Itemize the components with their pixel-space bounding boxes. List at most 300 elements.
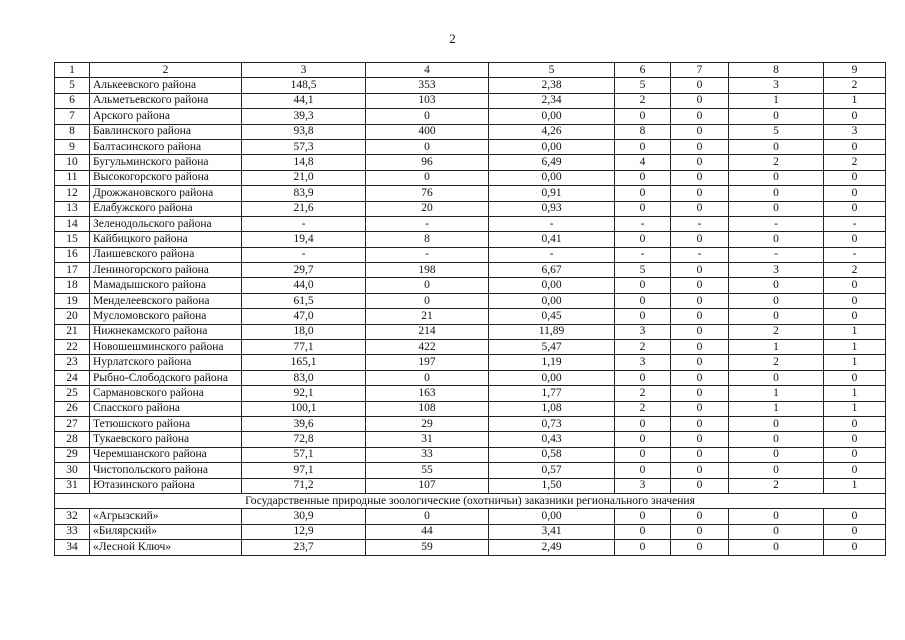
table-row xyxy=(55,478,886,493)
table-cell: 0 xyxy=(824,509,886,524)
table-cell: 44 xyxy=(366,524,489,539)
table-cell: - xyxy=(729,247,824,262)
table-cell: 0 xyxy=(671,139,729,154)
table-cell: 0 xyxy=(729,186,824,201)
table-cell: 1 xyxy=(824,355,886,370)
table-cell: 2 xyxy=(615,340,671,355)
table-cell: 21,6 xyxy=(242,201,366,216)
table-cell: 1 xyxy=(824,401,886,416)
table-cell: 6 xyxy=(55,93,90,108)
table-cell: 0 xyxy=(729,139,824,154)
table-row xyxy=(55,139,886,154)
table-cell: 0 xyxy=(615,540,671,555)
table-cell: 0 xyxy=(671,540,729,555)
table-cell: 4 xyxy=(615,155,671,170)
table-cell: 2 xyxy=(824,263,886,278)
table-cell: 59 xyxy=(366,540,489,555)
table-cell: - xyxy=(366,247,489,262)
section-header-row xyxy=(55,493,886,508)
table-cell: Рыбно-Слободского района xyxy=(90,370,242,385)
table-cell: 1 xyxy=(729,340,824,355)
table-cell: 100,1 xyxy=(242,401,366,416)
column-header: 3 xyxy=(242,63,366,78)
table-cell: Кайбицкого района xyxy=(90,232,242,247)
table-cell: 5 xyxy=(55,78,90,93)
table-cell: 0 xyxy=(824,186,886,201)
table-cell: 20 xyxy=(55,309,90,324)
table-cell: - xyxy=(615,216,671,231)
table-cell: 148,5 xyxy=(242,78,366,93)
table-cell: 29,7 xyxy=(242,263,366,278)
table-cell: 0 xyxy=(671,170,729,185)
column-header: 1 xyxy=(55,63,90,78)
table-row xyxy=(55,447,886,462)
table-cell: 0 xyxy=(729,232,824,247)
table-cell: 23 xyxy=(55,355,90,370)
table-cell: 1 xyxy=(824,340,886,355)
table-row xyxy=(55,432,886,447)
table-row xyxy=(55,401,886,416)
table-cell: 0 xyxy=(366,370,489,385)
table-cell: 93,8 xyxy=(242,124,366,139)
table-row xyxy=(55,155,886,170)
table-cell: 72,8 xyxy=(242,432,366,447)
table-cell: 2 xyxy=(615,401,671,416)
table-cell: Мамадышского района xyxy=(90,278,242,293)
table-cell: Ютазинского района xyxy=(90,478,242,493)
table-cell: 33 xyxy=(55,524,90,539)
table-row xyxy=(55,293,886,308)
table-row xyxy=(55,109,886,124)
table-row xyxy=(55,416,886,431)
table-cell: 47,0 xyxy=(242,309,366,324)
page-number: 2 xyxy=(449,31,456,46)
column-header: 2 xyxy=(90,63,242,78)
table-cell: Тукаевского района xyxy=(90,432,242,447)
table-cell: 29 xyxy=(55,447,90,462)
table-cell: 0 xyxy=(729,447,824,462)
table-cell: 0 xyxy=(729,370,824,385)
table-cell: 0,43 xyxy=(489,432,615,447)
table-cell: 24 xyxy=(55,370,90,385)
table-cell: 1 xyxy=(729,401,824,416)
table-cell: 30 xyxy=(55,463,90,478)
table-cell: 0 xyxy=(729,309,824,324)
table-cell: 11,89 xyxy=(489,324,615,339)
table-cell: 31 xyxy=(55,478,90,493)
table-cell: - xyxy=(242,216,366,231)
table-cell: 2 xyxy=(729,155,824,170)
table-cell: 9 xyxy=(55,139,90,154)
table-cell: 0,00 xyxy=(489,278,615,293)
column-header: 5 xyxy=(489,63,615,78)
table-cell: 3,41 xyxy=(489,524,615,539)
table-row xyxy=(55,170,886,185)
table-row xyxy=(55,463,886,478)
table-row xyxy=(55,186,886,201)
table-row xyxy=(55,524,886,539)
table-cell: 0 xyxy=(615,309,671,324)
data-table xyxy=(54,62,886,556)
table-cell: 0 xyxy=(729,170,824,185)
table-cell: 3 xyxy=(615,355,671,370)
table-cell: 0,73 xyxy=(489,416,615,431)
table-cell: 0 xyxy=(671,416,729,431)
table-cell: 0 xyxy=(729,509,824,524)
table-cell: 32 xyxy=(55,509,90,524)
table-cell: 0,00 xyxy=(489,170,615,185)
table-cell: 0 xyxy=(824,370,886,385)
table-cell: 422 xyxy=(366,340,489,355)
table-row xyxy=(55,124,886,139)
table-cell: 4,26 xyxy=(489,124,615,139)
table-row xyxy=(55,386,886,401)
table-cell: 107 xyxy=(366,478,489,493)
table-cell: 0 xyxy=(824,170,886,185)
table-cell: «Билярский» xyxy=(90,524,242,539)
table-cell: Тетюшского района xyxy=(90,416,242,431)
table-cell: 2 xyxy=(729,478,824,493)
table-cell: 31 xyxy=(366,432,489,447)
table-cell: - xyxy=(366,216,489,231)
table-row xyxy=(55,370,886,385)
table-cell: 1,08 xyxy=(489,401,615,416)
table-cell: 0,00 xyxy=(489,109,615,124)
table-cell: Мусломовского района xyxy=(90,309,242,324)
table-cell: 21,0 xyxy=(242,170,366,185)
table-cell: 0 xyxy=(366,293,489,308)
table-cell: 12,9 xyxy=(242,524,366,539)
table-cell: 0,91 xyxy=(489,186,615,201)
table-cell: 0 xyxy=(615,293,671,308)
table-cell: 57,1 xyxy=(242,447,366,462)
table-cell: 0 xyxy=(671,293,729,308)
table-cell: Новошешминского района xyxy=(90,340,242,355)
table-cell: 5 xyxy=(615,78,671,93)
table-cell: 0 xyxy=(729,463,824,478)
table-cell: 0 xyxy=(824,432,886,447)
table-cell: 0,93 xyxy=(489,201,615,216)
table-cell: Сармановского района xyxy=(90,386,242,401)
table-cell: 2,38 xyxy=(489,78,615,93)
table-cell: 0 xyxy=(671,432,729,447)
table-cell: 0 xyxy=(615,109,671,124)
table-cell: 0 xyxy=(824,447,886,462)
column-header: 8 xyxy=(729,63,824,78)
table-cell: 0 xyxy=(615,186,671,201)
table-cell: Елабужского района xyxy=(90,201,242,216)
table-cell: 163 xyxy=(366,386,489,401)
table-cell: 71,2 xyxy=(242,478,366,493)
table-row xyxy=(55,93,886,108)
table-cell: Лаишевского района xyxy=(90,247,242,262)
table-cell: 23,7 xyxy=(242,540,366,555)
table-cell: - xyxy=(824,216,886,231)
table-cell: 108 xyxy=(366,401,489,416)
table-row xyxy=(55,216,886,231)
table-cell: 22 xyxy=(55,340,90,355)
table-cell: 6,67 xyxy=(489,263,615,278)
table-cell: 5,47 xyxy=(489,340,615,355)
table-cell: 34 xyxy=(55,540,90,555)
table-row xyxy=(55,309,886,324)
table-cell: 2 xyxy=(615,386,671,401)
table-cell: Нижнекамского района xyxy=(90,324,242,339)
table-row xyxy=(55,201,886,216)
table-cell: 39,3 xyxy=(242,109,366,124)
table-cell: 0 xyxy=(366,509,489,524)
table-row xyxy=(55,324,886,339)
table-cell: 13 xyxy=(55,201,90,216)
table-cell: 2 xyxy=(615,93,671,108)
table-cell: 2 xyxy=(729,355,824,370)
table-cell: «Агрызский» xyxy=(90,509,242,524)
table-cell: 0 xyxy=(671,124,729,139)
table-cell: 0 xyxy=(671,278,729,293)
table-row xyxy=(55,340,886,355)
table-cell: 1,77 xyxy=(489,386,615,401)
table-cell: 55 xyxy=(366,463,489,478)
table-cell: 3 xyxy=(615,324,671,339)
table-cell: 8 xyxy=(615,124,671,139)
table-cell: 0 xyxy=(824,109,886,124)
table-cell: 3 xyxy=(729,263,824,278)
table-cell: Спасского района xyxy=(90,401,242,416)
table-cell: 3 xyxy=(729,78,824,93)
table-cell: 0 xyxy=(671,155,729,170)
table-cell: 30,9 xyxy=(242,509,366,524)
table-cell: 19 xyxy=(55,293,90,308)
table-cell: 0 xyxy=(671,340,729,355)
table-cell: Альметьевского района xyxy=(90,93,242,108)
table-cell: 0 xyxy=(671,186,729,201)
table-cell: 76 xyxy=(366,186,489,201)
table-cell: 0 xyxy=(366,170,489,185)
table-cell: 0 xyxy=(366,109,489,124)
table-cell: 0 xyxy=(671,401,729,416)
table-cell: 12 xyxy=(55,186,90,201)
table-cell: 1 xyxy=(824,478,886,493)
table-cell: - xyxy=(489,216,615,231)
table-cell: 0,58 xyxy=(489,447,615,462)
table-cell: - xyxy=(824,247,886,262)
table-cell: 1,19 xyxy=(489,355,615,370)
table-cell: 0 xyxy=(671,355,729,370)
table-cell: 0,00 xyxy=(489,139,615,154)
table-cell: 0 xyxy=(729,278,824,293)
table-row xyxy=(55,78,886,93)
table-cell: 0 xyxy=(615,370,671,385)
table-cell: 2,49 xyxy=(489,540,615,555)
table-cell: Менделеевского района xyxy=(90,293,242,308)
column-header: 6 xyxy=(615,63,671,78)
table-cell: 57,3 xyxy=(242,139,366,154)
table-cell: 39,6 xyxy=(242,416,366,431)
table-cell: 0,00 xyxy=(489,509,615,524)
table-cell: 0 xyxy=(615,463,671,478)
table-cell: Чистопольского района xyxy=(90,463,242,478)
table-cell: 77,1 xyxy=(242,340,366,355)
table-cell: 0 xyxy=(824,232,886,247)
table-cell: 0 xyxy=(729,109,824,124)
table-cell: 0 xyxy=(824,540,886,555)
table-cell: 83,0 xyxy=(242,370,366,385)
table-cell: 0 xyxy=(824,463,886,478)
table-cell: 103 xyxy=(366,93,489,108)
table-cell: 8 xyxy=(55,124,90,139)
column-header: 7 xyxy=(671,63,729,78)
table-row xyxy=(55,355,886,370)
table-cell: 83,9 xyxy=(242,186,366,201)
table-cell: 6,49 xyxy=(489,155,615,170)
table-cell: 1,50 xyxy=(489,478,615,493)
table-cell: Арского района xyxy=(90,109,242,124)
table-cell: 198 xyxy=(366,263,489,278)
table-row xyxy=(55,509,886,524)
table-cell: 61,5 xyxy=(242,293,366,308)
table-cell: - xyxy=(615,247,671,262)
table-cell: 0 xyxy=(366,139,489,154)
table-cell: Лениногорского района xyxy=(90,263,242,278)
table-cell: 1 xyxy=(824,386,886,401)
table-cell: - xyxy=(489,247,615,262)
table-cell: 33 xyxy=(366,447,489,462)
table-cell: «Лесной Ключ» xyxy=(90,540,242,555)
table-cell: Нурлатского района xyxy=(90,355,242,370)
table-cell: 11 xyxy=(55,170,90,185)
table-cell: 2 xyxy=(824,155,886,170)
table-cell: 0 xyxy=(824,278,886,293)
table-cell: 0 xyxy=(615,201,671,216)
table-cell: 2,34 xyxy=(489,93,615,108)
table-cell: Высокогорского района xyxy=(90,170,242,185)
table-row xyxy=(55,232,886,247)
table-cell: 0 xyxy=(671,463,729,478)
table-cell: Алькеевского района xyxy=(90,78,242,93)
table-cell: 3 xyxy=(824,124,886,139)
table-cell: 0 xyxy=(615,509,671,524)
table-cell: 14 xyxy=(55,216,90,231)
table-cell: 25 xyxy=(55,386,90,401)
table-cell: 0 xyxy=(671,478,729,493)
table-cell: Черемшанского района xyxy=(90,447,242,462)
table-cell: 0 xyxy=(824,309,886,324)
table-cell: 92,1 xyxy=(242,386,366,401)
table-cell: Бугульминского района xyxy=(90,155,242,170)
table-cell: 2 xyxy=(824,78,886,93)
section-title: Государственные природные зоологические (охотничьи) заказники регионального значения xyxy=(55,493,886,508)
table-cell: 0 xyxy=(615,139,671,154)
table-cell: 0 xyxy=(671,93,729,108)
table-cell: 0 xyxy=(824,139,886,154)
table-cell: 0 xyxy=(671,509,729,524)
table-cell: 5 xyxy=(615,263,671,278)
table-cell: Балтасинского района xyxy=(90,139,242,154)
table-cell: 18,0 xyxy=(242,324,366,339)
table-cell: 0 xyxy=(824,416,886,431)
table-cell: 0 xyxy=(671,370,729,385)
table-cell: 0 xyxy=(824,524,886,539)
table-cell: 1 xyxy=(824,93,886,108)
table-cell: 0 xyxy=(729,524,824,539)
header-row xyxy=(55,63,886,78)
table-cell: 214 xyxy=(366,324,489,339)
table-cell: 0 xyxy=(671,524,729,539)
table-cell: 0 xyxy=(729,540,824,555)
table-cell: 2 xyxy=(729,324,824,339)
table-cell: 29 xyxy=(366,416,489,431)
table-cell: 0 xyxy=(671,201,729,216)
table-cell: 7 xyxy=(55,109,90,124)
table-row xyxy=(55,263,886,278)
table-cell: 0 xyxy=(671,109,729,124)
table-cell: - xyxy=(242,247,366,262)
column-header: 4 xyxy=(366,63,489,78)
table-cell: - xyxy=(671,247,729,262)
table-cell: Дрожжановского района xyxy=(90,186,242,201)
table-cell: 14,8 xyxy=(242,155,366,170)
table-cell: 3 xyxy=(615,478,671,493)
table-cell: 0,00 xyxy=(489,370,615,385)
table-cell: 0 xyxy=(671,386,729,401)
table-cell: 21 xyxy=(55,324,90,339)
table-cell: 26 xyxy=(55,401,90,416)
table-cell: 44,0 xyxy=(242,278,366,293)
table-cell: 21 xyxy=(366,309,489,324)
table-cell: 0 xyxy=(615,432,671,447)
table-cell: 96 xyxy=(366,155,489,170)
table-cell: 0 xyxy=(615,232,671,247)
table-cell: 0 xyxy=(615,524,671,539)
table-cell: 0 xyxy=(671,447,729,462)
table-cell: 27 xyxy=(55,416,90,431)
table-cell: 20 xyxy=(366,201,489,216)
table-cell: 0 xyxy=(729,293,824,308)
table-cell: 0 xyxy=(671,324,729,339)
table-cell: 44,1 xyxy=(242,93,366,108)
table-cell: Бавлинского района xyxy=(90,124,242,139)
table-cell: 165,1 xyxy=(242,355,366,370)
table-cell: 0 xyxy=(729,416,824,431)
table-cell: 0 xyxy=(615,278,671,293)
table-cell: 17 xyxy=(55,263,90,278)
table-cell: 0 xyxy=(366,278,489,293)
table-cell: - xyxy=(729,216,824,231)
table-row xyxy=(55,247,886,262)
table-cell: 0 xyxy=(671,263,729,278)
table-cell: 19,4 xyxy=(242,232,366,247)
table-cell: 0 xyxy=(824,201,886,216)
table-cell: 0 xyxy=(615,416,671,431)
table-cell: 1 xyxy=(729,93,824,108)
table-cell: 400 xyxy=(366,124,489,139)
table-cell: 197 xyxy=(366,355,489,370)
table-cell: 18 xyxy=(55,278,90,293)
table-cell: 353 xyxy=(366,78,489,93)
table-cell: 97,1 xyxy=(242,463,366,478)
table-cell: 5 xyxy=(729,124,824,139)
table-row xyxy=(55,278,886,293)
table-cell: 0,00 xyxy=(489,293,615,308)
table-cell: 28 xyxy=(55,432,90,447)
table-cell: 0 xyxy=(729,201,824,216)
table-cell: 0 xyxy=(824,293,886,308)
table-cell: 16 xyxy=(55,247,90,262)
table-cell: 0 xyxy=(615,170,671,185)
table-cell: 0 xyxy=(671,309,729,324)
table-cell: - xyxy=(671,216,729,231)
table-cell: 15 xyxy=(55,232,90,247)
